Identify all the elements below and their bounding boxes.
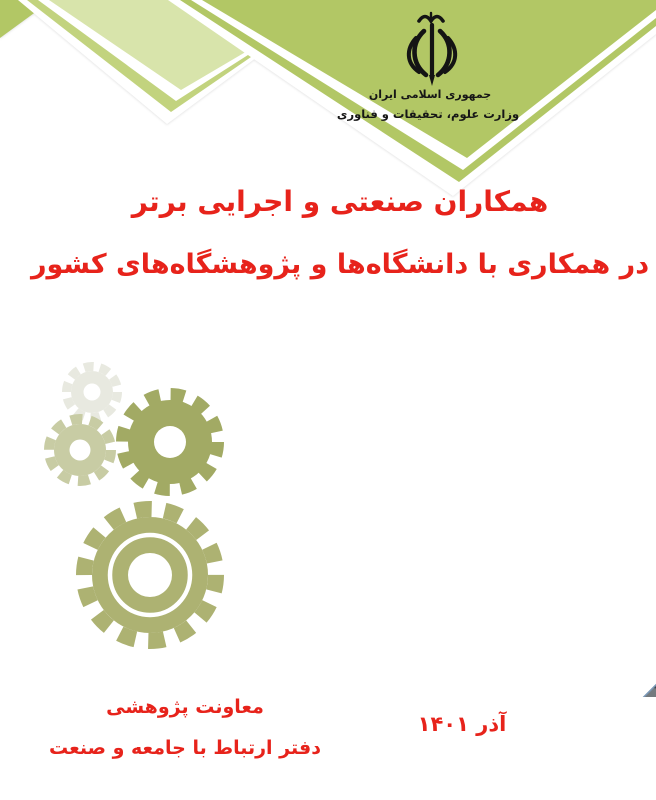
publication-date: آذر ۱۴۰۱ xyxy=(417,712,507,736)
welding-worker-photo xyxy=(568,673,656,697)
ministry-name-line1: جمهوری اسلامی ایران xyxy=(368,88,492,101)
emblem-sword-tip xyxy=(429,75,435,86)
gear-dark xyxy=(123,395,218,490)
dept-line1: معاونت پژوهشی xyxy=(106,696,264,718)
iran-emblem-icon xyxy=(392,10,472,90)
ministry-name-line2: وزارت علوم، تحقیقات و فناوری xyxy=(336,107,520,121)
gear-light xyxy=(49,419,111,481)
gears-graphic-icon xyxy=(40,358,232,658)
collage-borders xyxy=(476,679,656,697)
cover-title-line2: در همکاری با دانشگاه‌ها و پژوهشگاه‌های کشور xyxy=(30,249,650,280)
gear-faint xyxy=(67,367,118,418)
industry-collage xyxy=(228,335,656,697)
cover-title-line1: همکاران صنعتی و اجرایی برتر xyxy=(131,185,549,218)
gear-large xyxy=(84,509,216,641)
dept-line2: دفتر ارتباط با جامعه و صنعت xyxy=(49,737,321,759)
